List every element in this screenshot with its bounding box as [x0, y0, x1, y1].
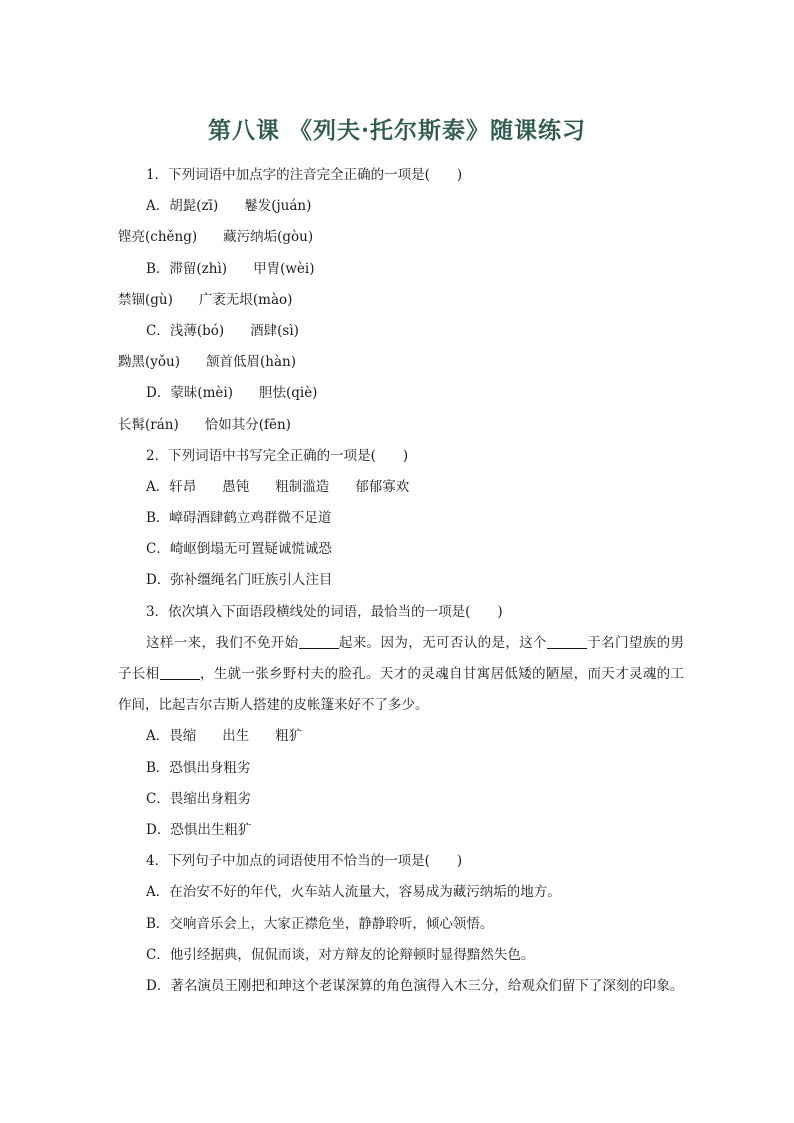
q3-option-b: B．恐惧出身粗劣 [146, 759, 251, 776]
q3-a-item1: A．畏缩 [146, 728, 197, 745]
q1-a-item4: 藏污纳垢(gòu) [223, 229, 314, 246]
q1-d-item2: 胆怯(qiè) [258, 385, 318, 402]
q1-c-item4: 颔首低眉(hàn) [205, 354, 296, 371]
q1-a-item3: 铿亮(chěng) [118, 229, 198, 246]
q1-c-item3: 黝黑(yǒu) [118, 354, 180, 371]
q4-option-c: C．他引经据典，侃侃而谈，对方辩友的论辩顿时显得黯然失色。 [146, 946, 535, 963]
q3-blank-1 [299, 634, 339, 649]
q1-b-item2: 甲胄(wèi) [253, 260, 315, 277]
q1-d-item3: 长髯(rán) [118, 416, 179, 433]
q4-option-a: A．在治安不好的年代，火车站人流量大，容易成为藏污纳垢的地方。 [146, 884, 561, 901]
q4-stem: 4．下列句子中加点的词语使用不恰当的一项是( ) [146, 853, 463, 870]
q3-blank-3 [160, 665, 200, 680]
q2-a-item2: 愚钝 [222, 478, 250, 495]
q1-b-item3: 禁锢(gù) [118, 291, 173, 308]
q3-option-d: D．恐惧出生粗犷 [146, 821, 252, 838]
q2-a-item3: 粗制滥造 [275, 478, 330, 495]
q1-d-item4: 恰如其分(fēn) [204, 416, 291, 433]
q1-option-c-line2 [118, 347, 684, 378]
q1-b-item4: 广袤无垠(mào) [198, 291, 293, 308]
q1-stem: 1．下列词语中加点字的注音完全正确的一项是( ) [146, 167, 463, 183]
q1-option-a-line2 [118, 222, 684, 253]
q2-option-d: D．弥补缰绳名门旺族引人注目 [146, 572, 333, 589]
q3-a-item3: 粗犷 [275, 728, 303, 745]
q1-option-b-line1 [118, 254, 684, 285]
exercise-content [118, 160, 684, 1002]
q3-passage-part2: 起来。因为，无可否认的是，这个 [338, 634, 547, 651]
q4-option-b: B．交响音乐会上，大家正襟危坐，静静聆听，倾心领悟。 [146, 915, 494, 932]
q3-passage-part1: 这样一来，我们不免开始 [146, 634, 299, 651]
q2-option-c: C．崎岖倒塌无可置疑诚慌诚恐 [146, 541, 332, 558]
q2-a-item4: 郁郁寡欢 [355, 478, 410, 495]
q1-c-item2: 酒肆(sì) [250, 322, 299, 339]
q3-blank-2 [547, 634, 587, 649]
q1-option-d-line1 [118, 378, 684, 409]
q1-option-b-line2 [118, 285, 684, 316]
q3-stem: 3．依次填入下面语段横线处的词语，最恰当的一项是( ) [146, 603, 503, 620]
q3-passage-part3: 于名门望族的男子长相 [118, 634, 685, 683]
q3-option-c: C．畏缩出身粗劣 [146, 790, 251, 807]
q1-b-item1: B．滞留(zhì) [146, 260, 228, 277]
q3-passage [118, 628, 684, 722]
q2-a-item1: A．轩昂 [146, 478, 197, 495]
q2-stem: 2．下列词语中书写完全正确的一项是( ) [146, 447, 409, 464]
q2-option-a [118, 472, 684, 503]
q1-c-item1: C．浅薄(bó) [146, 322, 225, 339]
q1-option-a-line1 [118, 191, 684, 222]
q1-a-item1: A．胡髭(zī) [146, 198, 219, 215]
q1-option-c-line1 [118, 316, 684, 347]
q3-option-a [118, 721, 684, 752]
q2-option-b: B．嶂碍酒肆鹤立鸡群微不足道 [146, 510, 332, 527]
q1-a-item2: 鬈发(juán) [244, 198, 312, 215]
q1-d-item1: D．蒙昧(mèi) [146, 385, 233, 402]
page-title: 第八课 《列夫·托尔斯泰》随课练习 [207, 117, 586, 144]
q3-passage-part4: ，生就一张乡野村夫的脸孔。天才的灵魂自甘寓居低矮的陋屋，而天才灵魂的工作间，比起吉尔吉斯人搭建的皮帐篷来好不了多少。 [118, 666, 685, 714]
q4-option-d: D．著名演员王刚把和珅这个老谋深算的角色演得入木三分，给观众们留下了深刻的印象。 [146, 977, 684, 994]
q1-option-d-line2 [118, 410, 684, 441]
q3-a-item2: 出生 [222, 728, 250, 745]
